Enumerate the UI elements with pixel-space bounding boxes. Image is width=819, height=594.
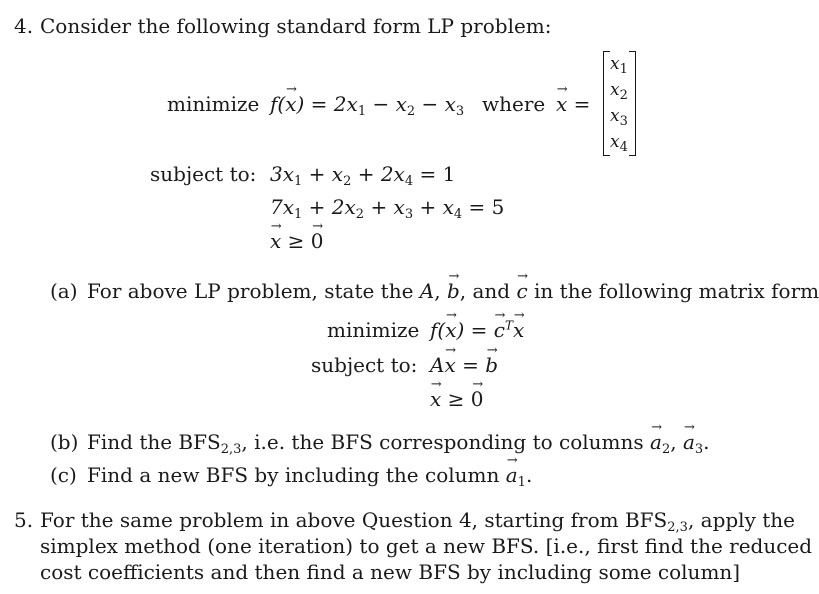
- x-vector-entry-1: $x_1$: [610, 54, 628, 77]
- matrix-minimize-label: minimize: [327, 318, 420, 342]
- matrix-left-bracket: [603, 51, 610, 156]
- question-5-line-3: cost coefficients and then find a new BFS by including some column]: [40, 560, 741, 584]
- part-c-label: (c): [50, 463, 77, 487]
- constraint-1: $3x_1 + x_2 + 2x_4 = 1$: [270, 162, 456, 189]
- question-5-line-1: For the same problem in above Question 4, starting from $BFS_{2,3}$, apply the: [40, 508, 795, 535]
- x-vector-entry-2: $x_2$: [610, 80, 628, 103]
- matrix-subject-to-label: subject to:: [311, 353, 418, 377]
- part-a-label: (a): [50, 279, 78, 303]
- part-a-text: For above LP problem, state the A, → b, and → c in the following matrix form: [87, 281, 819, 301]
- x-vector-definition: → x =: [556, 94, 590, 114]
- nonnegativity-constraint: → x ≥ → 0: [270, 231, 324, 251]
- minimize-label: minimize: [167, 92, 260, 116]
- question-4-intro: Consider the following standard form LP problem:: [40, 14, 552, 38]
- objective-function: $f(\to x) = 2x_1 - x_2 - x_3$: [270, 94, 464, 114]
- subject-to-label: subject to:: [150, 162, 257, 186]
- question-5-line-2: simplex method (one iteration) to get a new BFS. [i.e., first find the reduced: [40, 534, 813, 558]
- part-c-text: Find a new BFS by including the column → $a_1$.: [87, 465, 532, 485]
- matrix-nonnegativity: → x ≥ → 0: [430, 389, 484, 409]
- matrix-right-bracket: [629, 51, 636, 156]
- where-label: where: [482, 92, 546, 116]
- x-vector-entry-3: $x_3$: [610, 106, 628, 129]
- x-vector-entry-4: $x_4$: [610, 132, 628, 155]
- matrix-constraint: A→ x = → b: [430, 355, 498, 375]
- question-4-number: 4.: [14, 14, 34, 38]
- matrix-objective: f(→ x) = → $c^T\to x$: [430, 320, 524, 340]
- part-b-text: Find the $BFS_{2,3}$, i.e. the BFS corresponding to columns → $a_2$, → $a_3$.: [87, 432, 710, 452]
- constraint-2: $7x_1 + 2x_2 + x_3 + x_4 = 5$: [270, 195, 505, 222]
- part-b-label: (b): [50, 430, 79, 454]
- question-5-number: 5.: [14, 508, 34, 532]
